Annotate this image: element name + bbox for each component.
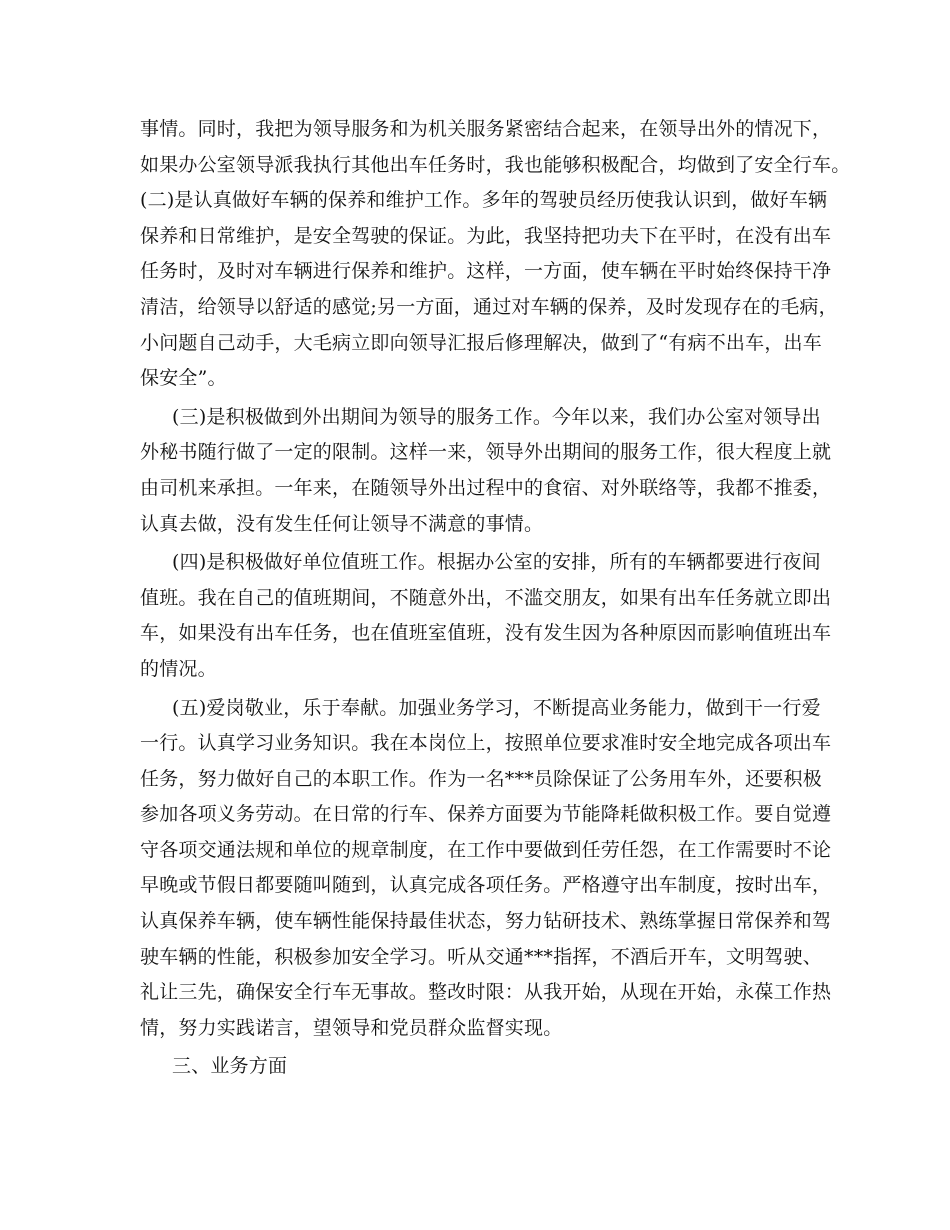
text-line: 任务，努力做好自己的本职工作。作为一名***员除保证了公务用车外，还要积极 [140, 767, 822, 790]
text-line: 事情。同时，我把为领导服务和为机关服务紧密结合起来，在领导出外的情况下， [140, 118, 832, 140]
section-heading: 三、业务方面 [172, 1055, 288, 1078]
text-line: 礼让三先，确保安全行车无事故。整改时限：从我开始，从现在开始，永葆工作热 [140, 981, 832, 1004]
text-line: 如果办公室领导派我执行其他出车任务时，我也能够积极配合，均做到了安全行车。 [140, 153, 851, 176]
text-line: 清洁，给领导以舒适的感觉;另一方面，通过对车辆的保养，及时发现存在的毛病， [140, 295, 838, 318]
text-line: 外秘书随行做了一定的限制。这样一来，领导外出期间的服务工作，很大程度上就 [140, 441, 832, 464]
text-line: 守各项交通法规和单位的规章制度，在工作中要做到任劳任怨，在工作需要时不论 [140, 838, 832, 861]
text-line: 情，努力实践诺言，望领导和党员群众监督实现。 [140, 1016, 563, 1039]
text-line: 保养和日常维护，是安全驾驶的保证。为此，我坚持把功夫下在平时，在没有出车 [140, 224, 832, 247]
text-line: 车，如果没有出车任务，也在值班室值班，没有发生因为各种原因而影响值班出车 [140, 622, 832, 645]
text-line: 小问题自己动手，大毛病立即向领导汇报后修理解决，做到了“有病不出车，出车 [140, 331, 822, 354]
text-line: 保安全”。 [140, 367, 227, 390]
text-line: (二)是认真做好车辆的保养和维护工作。多年的驾驶员经历使我认识到，做好车辆 [140, 189, 828, 212]
text-line: 认真保养车辆，使车辆性能保持最佳状态，努力钻研技术、熟练掌握日常保养和驾 [140, 910, 832, 933]
paragraph-4-first-line: (四)是积极做好单位值班工作。根据办公室的安排，所有的车辆都要进行夜间 [172, 551, 821, 574]
text-line: 的情况。 [140, 657, 217, 680]
paragraph-3-first-line: (三)是积极做到外出期间为领导的服务工作。今年以来，我们办公室对领导出 [172, 405, 821, 428]
text-line: 值班。我在自己的值班期间，不随意外出，不滥交朋友，如果有出车任务就立即出 [140, 586, 832, 609]
text-line: 认真去做，没有发生任何让领导不满意的事情。 [140, 512, 544, 535]
text-line: 参加各项义务劳动。在日常的行车、保养方面要为节能降耗做积极工作。要自觉遵 [140, 803, 832, 826]
text-line: 由司机来承担。一年来，在随领导外出过程中的食宿、对外联络等，我都不推委， [140, 476, 832, 499]
text-line: 任务时，及时对车辆进行保养和维护。这样，一方面，使车辆在平时始终保持干净 [140, 260, 832, 283]
document-body [140, 112, 851, 1085]
paragraph-5-first-line: (五)爱岗敬业，乐于奉献。加强业务学习，不断提高业务能力，做到干一行爱 [172, 696, 821, 719]
text-line: 驶车辆的性能，积极参加安全学习。听从交通***指挥，不酒后开车，文明驾驶、 [140, 945, 822, 968]
text-line: 早晚或节假日都要随叫随到，认真完成各项任务。严格遵守出车制度，按时出车， [140, 874, 832, 897]
text-line: 一行。认真学习业务知识。我在本岗位上，按照单位要求准时安全地完成各项出车 [140, 732, 832, 755]
